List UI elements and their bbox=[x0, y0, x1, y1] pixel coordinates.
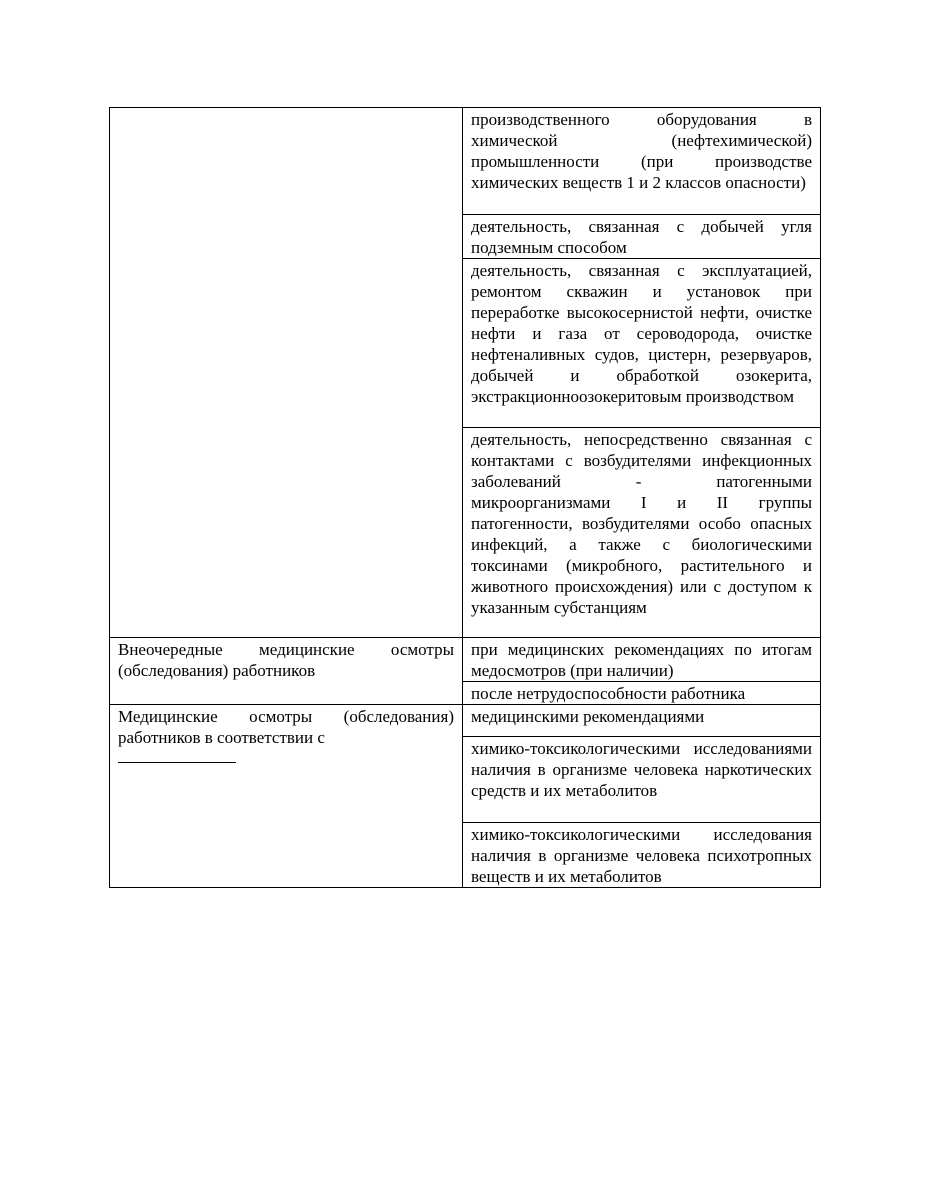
cell-text: при медицинских рекомендациях по итогам медосмотров (при наличии) bbox=[471, 640, 812, 680]
cell-text: после нетрудоспособности работника bbox=[471, 684, 746, 703]
table-cell-right bbox=[463, 823, 821, 888]
table-row bbox=[110, 108, 821, 215]
table-cell-right bbox=[463, 259, 821, 428]
table-cell-right bbox=[463, 108, 821, 215]
table-cell-right bbox=[463, 705, 821, 737]
table-cell-right bbox=[463, 215, 821, 259]
table-cell-right bbox=[463, 428, 821, 638]
cell-text: деятельность, связанная с добычей угля подземным способом bbox=[471, 217, 812, 257]
cell-text: деятельность, связанная с эксплуатацией, ремонтом скважин и установок при переработке высокосернистой нефти, очистке нефти и газа от сероводорода, очистке нефтеналивных судов, цистерн, резервуаров, добычей и обработкой озокерита, экстракционноозокеритовым производством bbox=[471, 261, 812, 406]
table-row bbox=[110, 705, 821, 737]
cell-text: медицинскими рекомендациями bbox=[471, 707, 705, 726]
cell-text: деятельность, непосредственно связанная с контактами с возбудителями инфекционных заболеваний - патогенными микроорганизмами I и II группы патогенности, возбудителями особо опасных инфекций, а также с биологическими токсинами (микробного, растительного и животного происхождения) или с доступом к указанным субстанциям bbox=[471, 430, 812, 617]
table-cell-left bbox=[110, 108, 463, 638]
cell-text: Медицинские осмотры (обследования) работников в соответствии с bbox=[118, 707, 454, 747]
cell-text: Внеочередные медицинские осмотры (обследования) работников bbox=[118, 640, 454, 680]
cell-text: химико-токсикологическими исследования наличия в организме человека психотропных веществ и их метаболитов bbox=[471, 825, 812, 886]
medical-exam-table bbox=[109, 107, 821, 888]
table-row bbox=[110, 638, 821, 682]
table-cell-right bbox=[463, 737, 821, 823]
table-cell-right bbox=[463, 682, 821, 705]
cell-text: химико-токсикологическими исследованиями наличия в организме человека наркотических средств и их метаболитов bbox=[471, 739, 812, 800]
table-cell-left bbox=[110, 705, 463, 888]
table-cell-left bbox=[110, 638, 463, 705]
table-cell-right bbox=[463, 638, 821, 682]
blank-fill-line bbox=[118, 748, 236, 763]
cell-text: производственного оборудования в химической (нефтехимической) промышленности (при производстве химических веществ 1 и 2 классов опасности) bbox=[471, 110, 812, 192]
